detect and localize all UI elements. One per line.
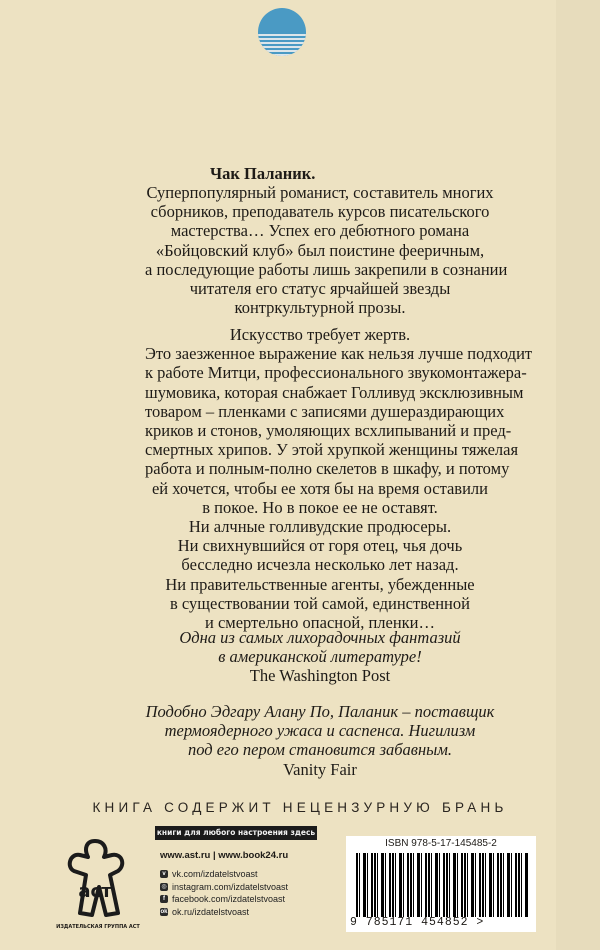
quote-source: Vanity Fair [283, 759, 357, 779]
social-link-text: facebook.com/izdatelstvoast [172, 894, 286, 905]
quote-line: в американской литературе! [218, 647, 422, 667]
bio-line: мастерства… Успех его дебютного романа [170, 221, 470, 241]
annotation-line: Ни свихнувшийся от горя отец, чья дочь [177, 536, 463, 556]
decorative-circle-icon [258, 8, 306, 56]
bio-line: читателя его статус ярчайшей звезды [189, 279, 451, 299]
social-link-odnoklassniki [160, 906, 288, 919]
annotation-line: и смертельно опасной, пленки… [204, 613, 436, 633]
odnoklassniki-icon: ok [160, 908, 168, 915]
ean-number: 9 785171 454852 > [350, 916, 485, 929]
social-link-vk [160, 868, 288, 881]
annotation-line: бесследно исчезла несколько лет назад. [181, 555, 459, 575]
social-links [160, 868, 288, 918]
logo-text: аст [78, 881, 112, 902]
review-quote [145, 628, 495, 686]
author-bio [145, 183, 508, 318]
barcode-icon [356, 853, 528, 917]
publisher-group-label: ИЗДАТЕЛЬСКАЯ ГРУППА АСТ [56, 924, 140, 930]
social-link-facebook [160, 893, 288, 906]
instagram-icon: ◎ [161, 883, 167, 890]
annotation [145, 325, 533, 633]
annotation-line: Искусство требует жертв. [229, 325, 411, 344]
bio-line: «Бойцовский клуб» был поистине фееричным, [155, 240, 485, 260]
annotation-line: Это заезженное выражение как нельзя лучше подходит [145, 344, 533, 364]
annotation-line: смертных хрипов. У этой хрупкой женщины тяжелая [145, 440, 519, 460]
quote-line: под его пером становится забавным. [188, 740, 452, 760]
bio-line: а последующие работы лишь закрепили в сознании [145, 259, 508, 279]
social-link-text: ok.ru/izdatelstvoast [172, 906, 250, 917]
annotation-line: Ни правительственные агенты, убежденные [165, 574, 475, 594]
author-block [210, 164, 315, 183]
social-link-text: vk.com/izdatelstvoast [172, 869, 258, 880]
barcode-box [346, 836, 536, 932]
ast-logo-icon [52, 835, 138, 921]
facebook-icon: f [160, 895, 168, 903]
annotation-line: криков и стонов, умоляющих всхлипываний и пред- [145, 421, 512, 441]
quote-source: The Washington Post [249, 666, 391, 686]
quote-line: термоядерного ужаса и саспенса. Нигилизм [164, 721, 476, 741]
vk-icon: v [160, 870, 168, 878]
author-name: Чак Паланик. [210, 164, 316, 183]
social-link-text: instagram.com/izdatelstvoast [172, 881, 289, 892]
bio-line: контркультурной прозы. [234, 298, 406, 318]
bio-line: сборников, преподаватель курсов писательского [150, 202, 490, 222]
quote-line: Подобно Эдгару Алану По, Паланик – поставщик [145, 702, 495, 721]
annotation-line: Ни алчные голливудские продюсеры. [188, 517, 452, 537]
annotation-line: работа и полным-полно скелетов в шкафу, и потому [145, 459, 510, 479]
bio-line: Суперпопулярный романист, составитель многих [146, 183, 494, 202]
profanity-warning: КНИГА СОДЕРЖИТ НЕЦЕНЗУРНУЮ БРАНЬ [92, 800, 508, 815]
publisher-websites: www.ast.ru | www.book24.ru [160, 850, 289, 861]
annotation-line: ей хочется, чтобы ее хотя бы на время оставили [151, 478, 488, 498]
social-link-instagram [160, 881, 288, 894]
annotation-line: к работе Митци, профессионального звукомонтажера- [145, 363, 527, 383]
annotation-line: шумовика, которая снабжает Голливуд эксклюзивным [145, 382, 524, 402]
isbn-number: ISBN 978-5-17-145485-2 [385, 838, 497, 849]
annotation-line: в существовании той самой, единственной [170, 593, 470, 613]
review-quote [145, 702, 495, 779]
annotation-line: товаром – пленками с записями душераздирающих [145, 401, 505, 421]
quote-line: Одна из самых лихорадочных фантазий [179, 628, 461, 647]
publisher-slogan-banner: книги для любого настроения здесь [155, 826, 317, 840]
annotation-line: в покое. Но в покое ее не оставят. [202, 497, 438, 517]
